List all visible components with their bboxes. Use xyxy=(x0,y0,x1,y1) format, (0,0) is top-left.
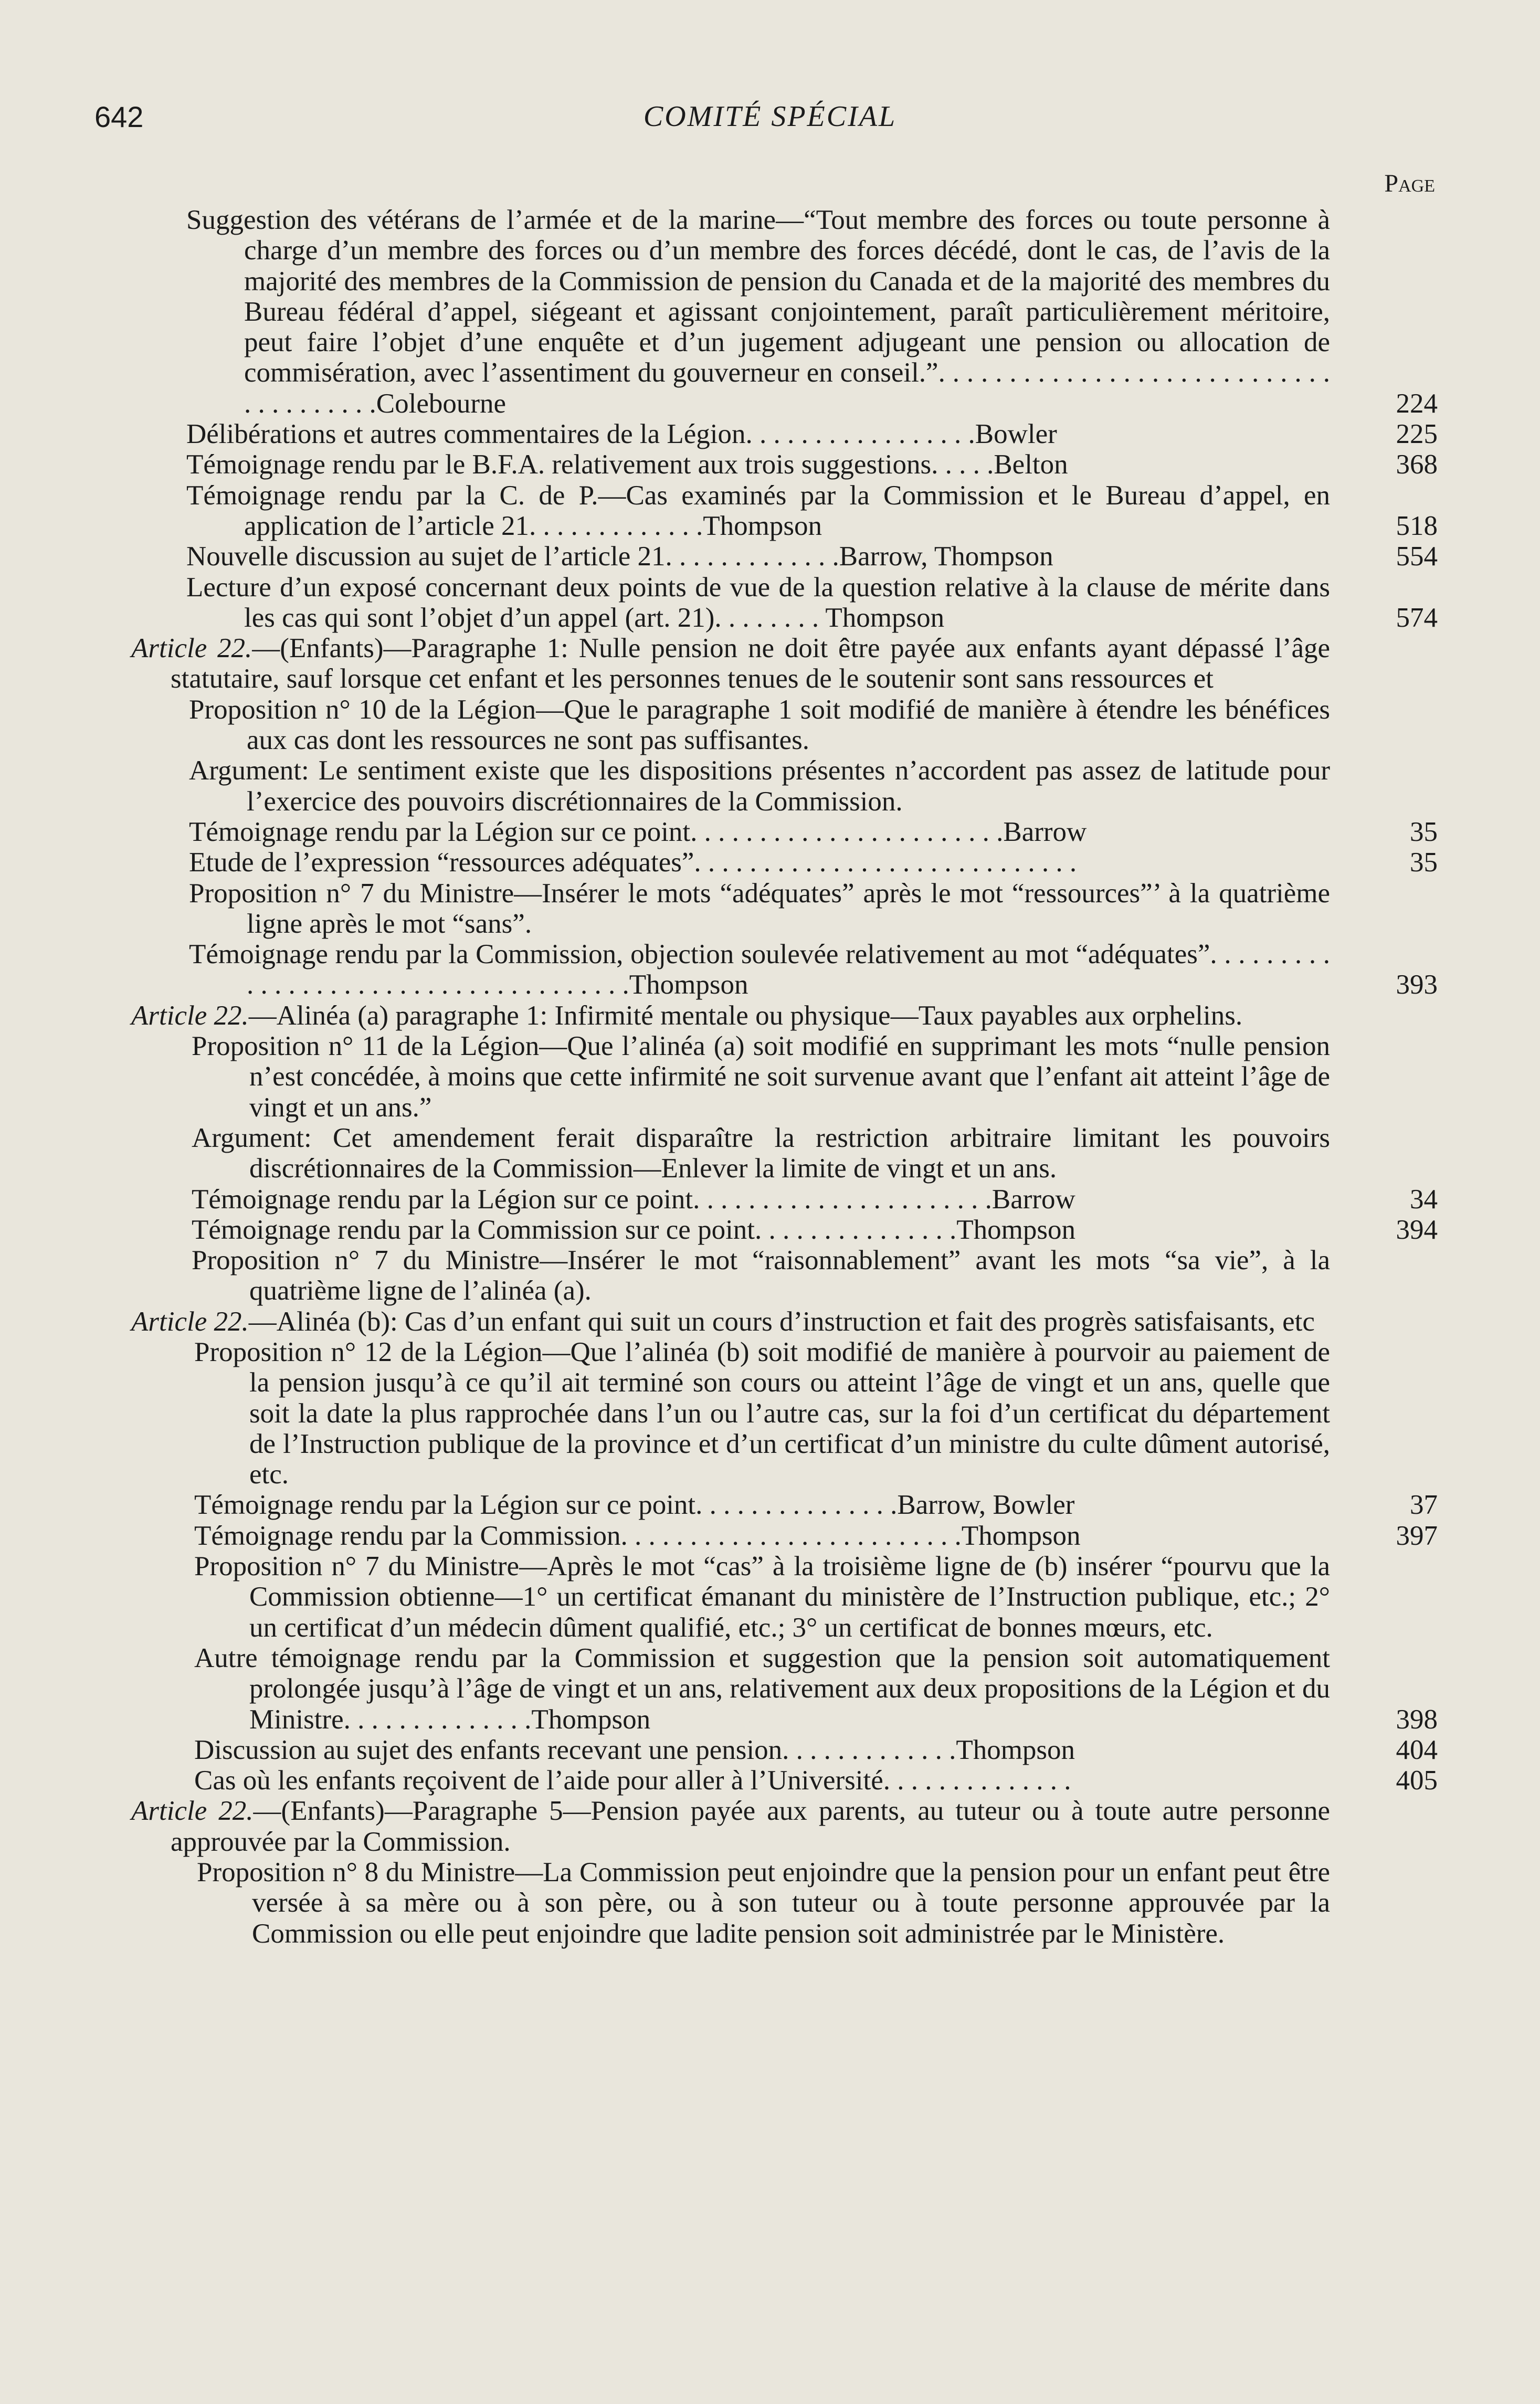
page-column-label: Page xyxy=(1384,170,1435,197)
entry-text: Témoignage rendu par la Légion sur ce point. . . . . . . . . . . . . . .Barrow, Bowler xyxy=(194,1490,1075,1521)
index-entry xyxy=(0,1551,1540,1643)
page-reference: 35 xyxy=(1410,847,1438,878)
article-heading xyxy=(0,1000,1540,1031)
index-entry xyxy=(0,1337,1540,1490)
index-entry xyxy=(0,755,1540,817)
page-reference: 404 xyxy=(1396,1734,1438,1765)
page-reference: 405 xyxy=(1396,1765,1438,1796)
index-entry xyxy=(0,1521,1540,1551)
index-entry xyxy=(0,1215,1540,1245)
index-entry xyxy=(0,1857,1540,1949)
index-entry xyxy=(0,205,1540,419)
entry-text: Article 22.—Alinéa (b): Cas d’un enfant qui suit un cours d’instruction et fait des progrès satisfaisants, etc xyxy=(131,1306,1315,1337)
entry-text: Proposition n° 7 du Ministre—Après le mot “cas” à la troisième ligne de (b) insérer “pourvu que la Commission obtienne—1° un certificat émanant du ministère de l’Instruction publique, etc.; 2° un certificat d’un médecin dûment qualifié, etc.; 3° un certificat de bonnes mœurs, etc. xyxy=(194,1551,1330,1643)
index-entry xyxy=(0,1184,1540,1215)
entry-text: Témoignage rendu par le B.F.A. relativement aux trois suggestions. . . . .Belton xyxy=(186,449,1068,480)
running-title: COMITÉ SPÉCIAL xyxy=(643,100,897,133)
entry-text: Lecture d’un exposé concernant deux points de vue de la question relative à la clause de mérite dans les cas qui sont l’objet d’un appel (art. 21). . . . . . . . Thompson xyxy=(186,572,1330,633)
index-entry xyxy=(0,1765,1540,1796)
entry-text: Proposition n° 7 du Ministre—Insérer le mots “adéquates” après le mot “ressources”’ à la quatrième ligne après le mot “sans”. xyxy=(189,878,1330,939)
page-reference: 397 xyxy=(1396,1520,1438,1551)
article-label: Article 22. xyxy=(131,1306,249,1337)
index-entry xyxy=(0,1123,1540,1184)
index-entry xyxy=(0,572,1540,634)
page-reference: 554 xyxy=(1396,541,1438,572)
index-entries xyxy=(0,205,1540,1949)
entry-text: Témoignage rendu par la C. de P.—Cas examinés par la Commission et le Bureau d’appel, en application de l’article 21. . . . . . . . . . . . .Thompson xyxy=(186,480,1330,541)
article-heading xyxy=(0,633,1540,694)
article-label: Article 22. xyxy=(131,1000,249,1031)
entry-text: Délibérations et autres commentaires de la Légion. . . . . . . . . . . . . . . . .Bowler xyxy=(186,419,1057,450)
index-entry xyxy=(0,939,1540,1000)
index-entry xyxy=(0,847,1540,878)
article-heading xyxy=(0,1306,1540,1337)
index-entry xyxy=(0,419,1540,449)
entry-text: Témoignage rendu par la Légion sur ce point. . . . . . . . . . . . . . . . . . . . . .Barrow xyxy=(192,1184,1075,1215)
index-entry xyxy=(0,817,1540,847)
entry-text: Argument: Le sentiment existe que les dispositions présentes n’accordent pas assez de latitude pour l’exercice des pouvoirs discrétionnaires de la Commission. xyxy=(189,755,1330,817)
entry-text: Témoignage rendu par la Légion sur ce point. . . . . . . . . . . . . . . . . . . . . . .Barrow xyxy=(189,816,1087,847)
entry-text: Article 22.—(Enfants)—Paragraphe 1: Nulle pension ne doit être payée aux enfants ayant dépassé l’âge statutaire, sauf lorsque cet enfant et les personnes tenues de le soutenir sont sans ressources et xyxy=(131,633,1330,694)
entry-text: Article 22.—(Enfants)—Paragraphe 5—Pension payée aux parents, au tuteur ou à toute autre personne approuvée par la Commission. xyxy=(131,1796,1330,1857)
index-entry xyxy=(0,1643,1540,1735)
entry-text: Proposition n° 7 du Ministre—Insérer le mot “raisonnablement” avant les mots “sa vie”, à la quatrième ligne de l’alinéa (a). xyxy=(192,1245,1330,1306)
entry-text: Suggestion des vétérans de l’armée et de la marine—“Tout membre des forces ou toute personne à charge d’un membre des forces ou d’un membre des forces décédé, dont le cas, de l’avis de la majorité des membres de la Commission de pension du Canada et de la majorité des membres du Bureau fédéral d’appel, siégeant et agissant conjointement, paraît particulièrement méritoire, peut faire l’objet d’une enquête et d’un jugement adjugeant une pension ou allocation de commisération, avec l’assentiment du gouverneur en conseil.”. . . . . . . . . . . . . . . . . . . . . . . . . . . . . . . . . . . . . .Colebourne xyxy=(186,205,1330,419)
page-reference: 34 xyxy=(1410,1184,1438,1215)
page-number: 642 xyxy=(94,100,144,133)
entry-text: Etude de l’expression “ressources adéquates”. . . . . . . . . . . . . . . . . . . . . . . . . . . . xyxy=(189,847,1077,878)
entry-text: Argument: Cet amendement ferait disparaître la restriction arbitraire limitant les pouvoirs discrétionnaires de la Commission—Enlever la limite de vingt et un ans. xyxy=(192,1122,1330,1184)
index-entry xyxy=(0,480,1540,542)
article-heading xyxy=(0,1796,1540,1857)
entry-text: Article 22.—Alinéa (a) paragraphe 1: Infirmité mentale ou physique—Taux payables aux orphelins. xyxy=(131,1000,1243,1031)
article-label: Article 22. xyxy=(131,633,252,664)
entry-text: Discussion au sujet des enfants recevant une pension. . . . . . . . . . . . .Thompson xyxy=(194,1734,1075,1765)
page-reference: 368 xyxy=(1396,449,1438,480)
page-reference: 574 xyxy=(1396,602,1438,633)
entry-text: Proposition n° 8 du Ministre—La Commission peut enjoindre que la pension pour un enfant peut être versée à sa mère ou à son père, ou à son tuteur ou à toute personne approuvée par la Commission ou elle peut enjoindre que ladite pension soit administrée par le Ministère. xyxy=(197,1857,1330,1949)
entry-text: Cas où les enfants reçoivent de l’aide pour aller à l’Université. . . . . . . . . . . . . . xyxy=(194,1765,1071,1796)
index-entry xyxy=(0,694,1540,756)
page-reference: 37 xyxy=(1410,1490,1438,1521)
entry-text: Autre témoignage rendu par la Commission et suggestion que la pension soit automatiquement prolongée jusqu’à l’âge de vingt et un ans, relativement aux deux propositions de la Légion et du Ministre. . . . . . . . . . . . . .Thompson xyxy=(194,1642,1330,1735)
index-entry xyxy=(0,1245,1540,1306)
entry-text: Témoignage rendu par la Commission sur ce point. . . . . . . . . . . . . . .Thompson xyxy=(192,1214,1075,1245)
index-entry xyxy=(0,449,1540,480)
entry-text: Proposition n° 12 de la Légion—Que l’alinéa (b) soit modifié de manière à pourvoir au paiement de la pension jusqu’à ce qu’il ait terminé son cours ou atteint l’âge de vingt et un ans, quelle que soit la date la plus rapprochée dans l’un ou l’autre cas, sur la foi d’un certificat du département de l’Instruction publique de la province et d’un certificat d’un ministre du culte dûment autorisé, etc. xyxy=(194,1336,1330,1490)
page-reference: 393 xyxy=(1396,969,1438,1000)
index-entry xyxy=(0,1031,1540,1123)
page-reference: 518 xyxy=(1396,510,1438,541)
page-reference: 224 xyxy=(1396,388,1438,419)
index-entry xyxy=(0,541,1540,572)
page-reference: 394 xyxy=(1396,1214,1438,1245)
entry-text: Proposition n° 11 de la Légion—Que l’alinéa (a) soit modifié en supprimant les mots “nulle pension n’est concédée, à moins que cette infirmité ne soit survenue avant que l’enfant ait atteint l’âge de vingt et un ans.” xyxy=(192,1031,1330,1123)
index-entry xyxy=(0,1735,1540,1765)
page-reference: 35 xyxy=(1410,816,1438,847)
page-reference: 225 xyxy=(1396,419,1438,450)
index-entry xyxy=(0,878,1540,940)
entry-text: Proposition n° 10 de la Légion—Que le paragraphe 1 soit modifié de manière à étendre les bénéfices aux cas dont les ressources ne sont pas suffisantes. xyxy=(189,694,1330,756)
entry-text: Témoignage rendu par la Commission. . . . . . . . . . . . . . . . . . . . . . . . .Thompson xyxy=(194,1520,1081,1551)
index-entry xyxy=(0,1490,1540,1520)
entry-text: Témoignage rendu par la Commission, objection soulevée relativement au mot “adéquates”. . . . . . . . . . . . . . . . . . . . . . . . . . . . . . . . . . . . .Thompson xyxy=(189,939,1330,1000)
entry-text: Nouvelle discussion au sujet de l’article 21. . . . . . . . . . . . .Barrow, Thompson xyxy=(186,541,1053,572)
page-reference: 398 xyxy=(1396,1704,1438,1735)
article-label: Article 22. xyxy=(131,1796,254,1827)
